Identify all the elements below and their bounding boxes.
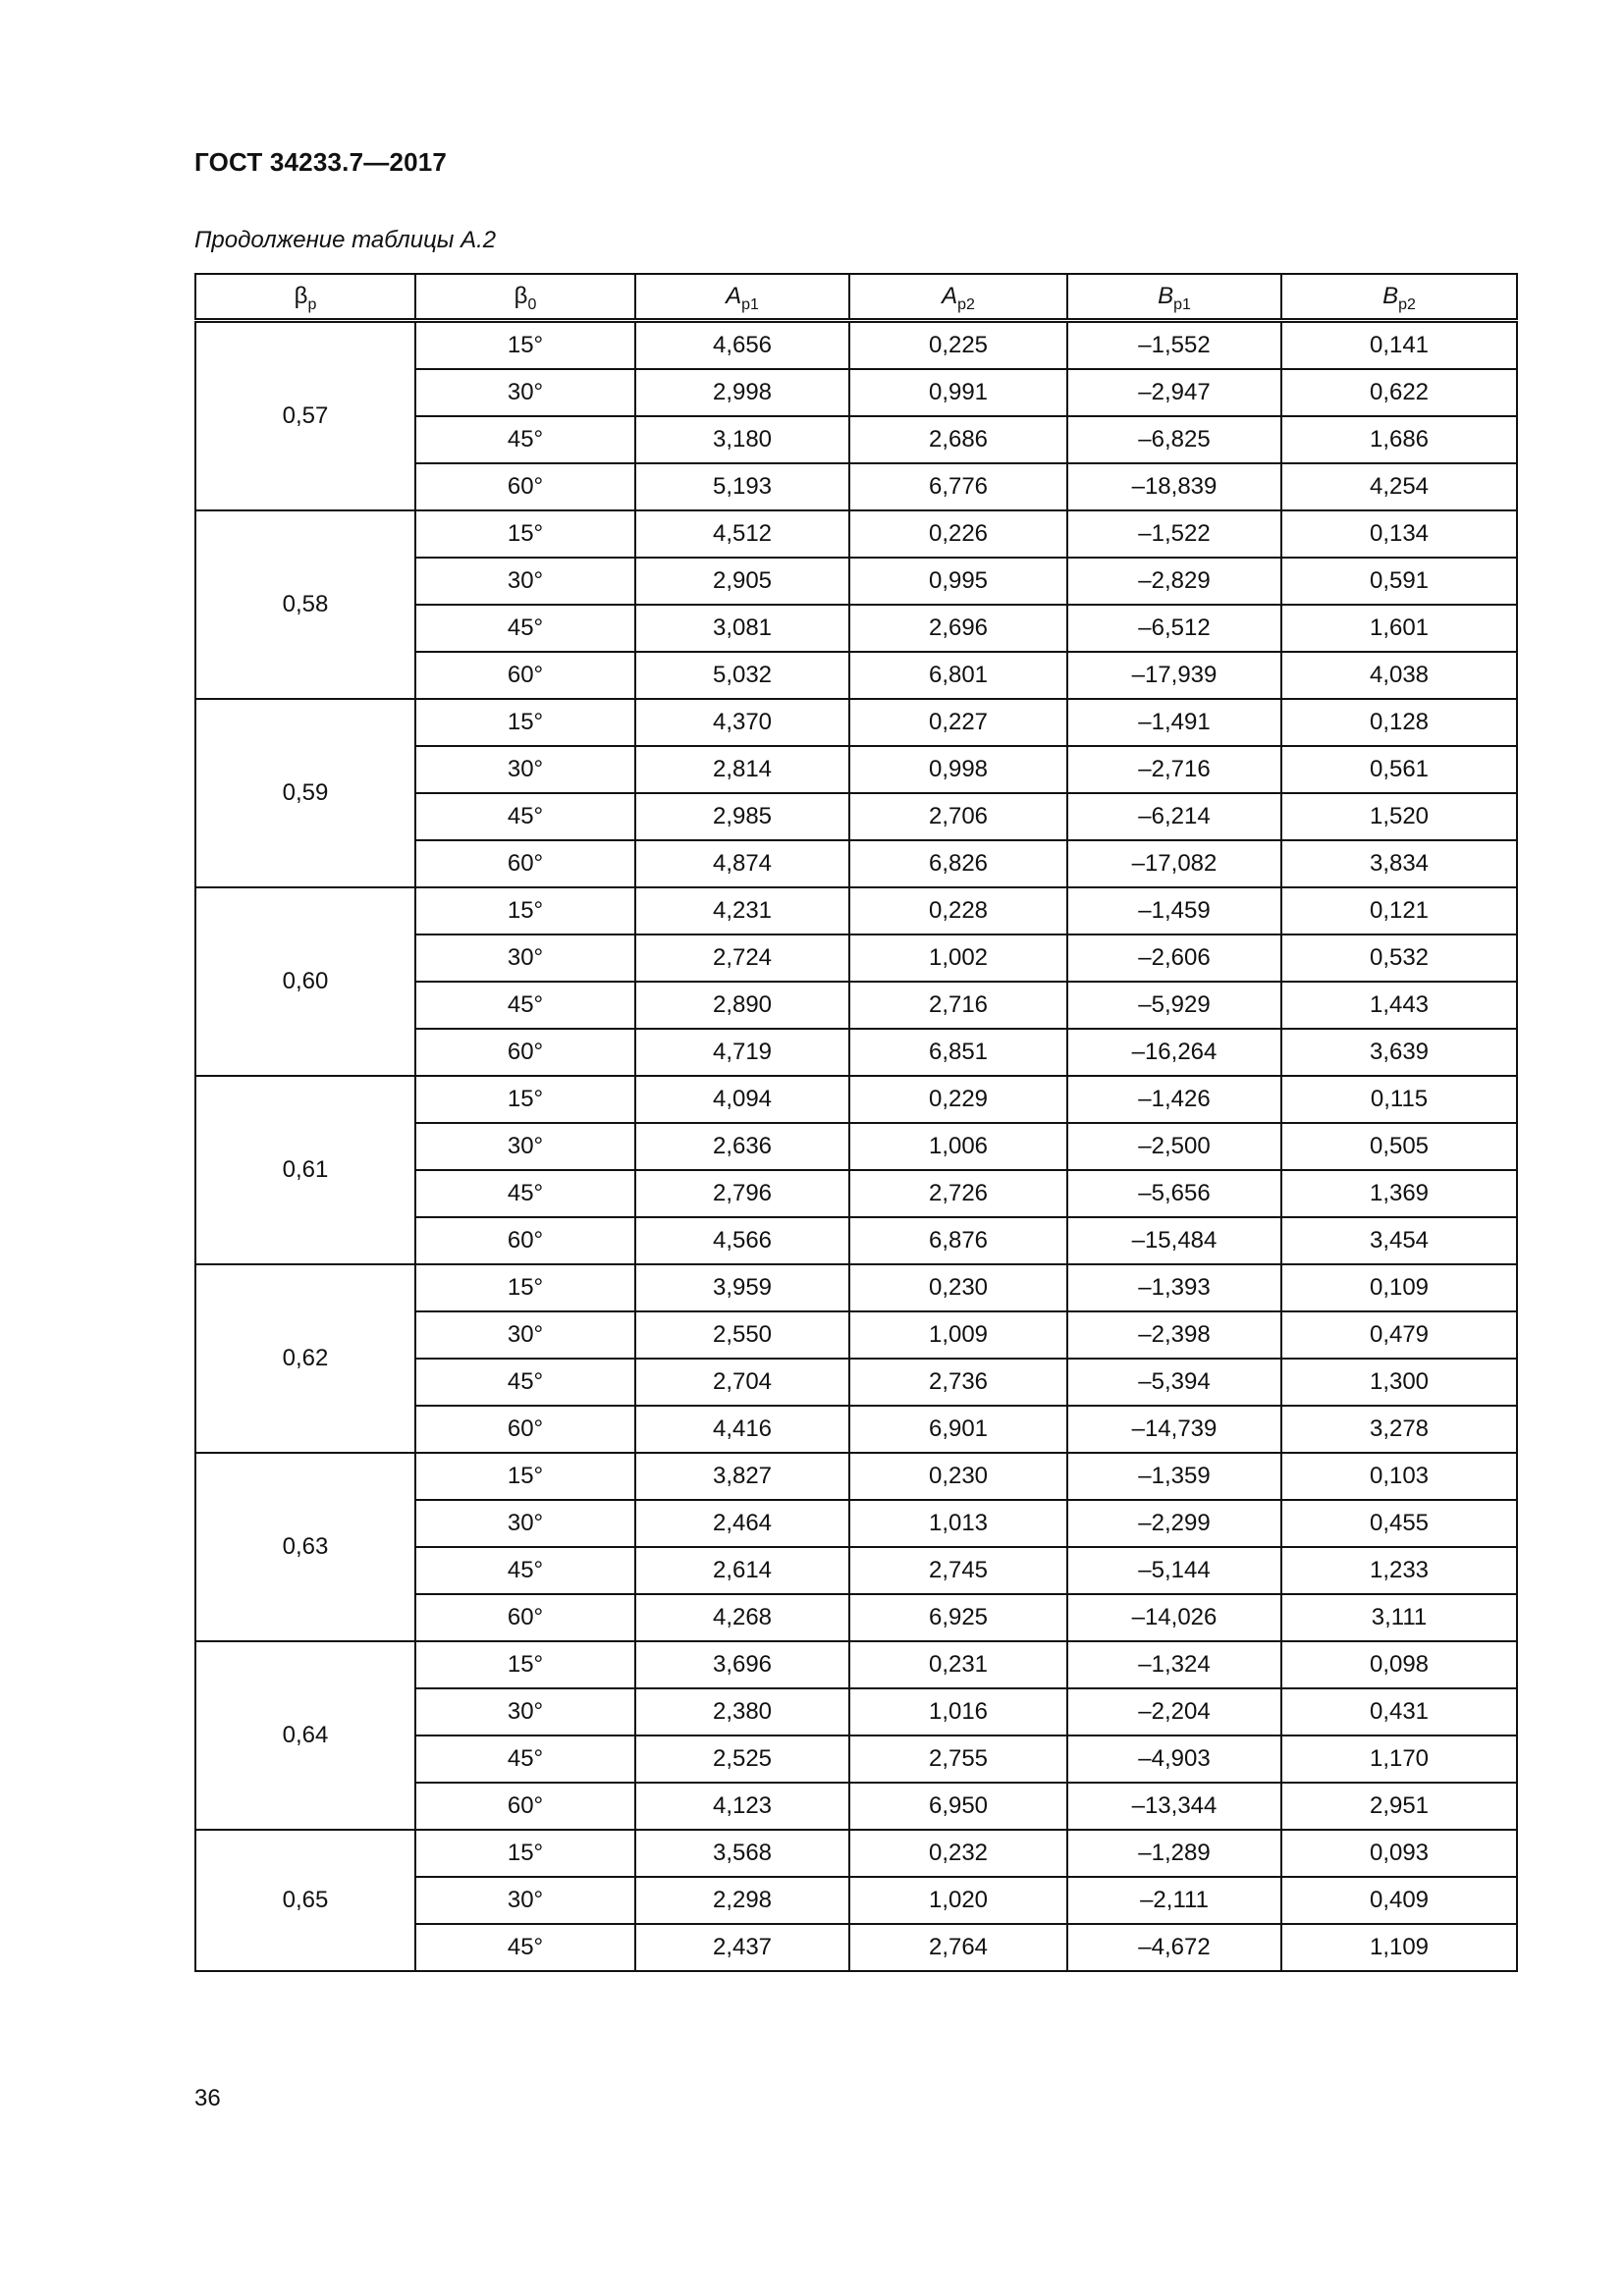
table-cell: 2,704 — [635, 1359, 849, 1406]
table-cell: 0,228 — [849, 887, 1067, 934]
table-row — [195, 510, 1517, 558]
table-cell: 60° — [415, 1029, 635, 1076]
table-cell: 4,656 — [635, 321, 849, 370]
table-cell: –1,552 — [1067, 321, 1281, 370]
table-cell: 45° — [415, 1547, 635, 1594]
table-cell: 2,380 — [635, 1688, 849, 1735]
beta-p-cell: 0,64 — [195, 1641, 415, 1830]
table-cell: –2,716 — [1067, 746, 1281, 793]
table-cell: –2,947 — [1067, 369, 1281, 416]
table-cell: –6,214 — [1067, 793, 1281, 840]
table-cell: 15° — [415, 1076, 635, 1123]
table-cell: 6,826 — [849, 840, 1067, 887]
table-cell: 3,639 — [1281, 1029, 1517, 1076]
table-cell: 4,370 — [635, 699, 849, 746]
beta-p-cell: 0,65 — [195, 1830, 415, 1971]
table-cell: –1,426 — [1067, 1076, 1281, 1123]
table-cell: –2,204 — [1067, 1688, 1281, 1735]
table-cell: 1,170 — [1281, 1735, 1517, 1783]
table-cell: 4,268 — [635, 1594, 849, 1641]
table-cell: 60° — [415, 1406, 635, 1453]
table-cell: 1,020 — [849, 1877, 1067, 1924]
table-cell: –1,359 — [1067, 1453, 1281, 1500]
table-cell: –2,606 — [1067, 934, 1281, 982]
table-cell: 0,225 — [849, 321, 1067, 370]
table-cell: 0,230 — [849, 1453, 1067, 1500]
table-cell: 3,696 — [635, 1641, 849, 1688]
table-cell: 15° — [415, 510, 635, 558]
table-cell: 4,038 — [1281, 652, 1517, 699]
table-cell: 0,103 — [1281, 1453, 1517, 1500]
table-cell: 0,591 — [1281, 558, 1517, 605]
table-cell: 0,479 — [1281, 1311, 1517, 1359]
table-cell: 0,093 — [1281, 1830, 1517, 1877]
table-cell: 0,229 — [849, 1076, 1067, 1123]
table-cell: 1,601 — [1281, 605, 1517, 652]
page-number: 36 — [194, 2085, 221, 2111]
table-cell: 15° — [415, 1641, 635, 1688]
column-header-subscript: р1 — [1173, 296, 1191, 313]
table-cell: 45° — [415, 1924, 635, 1971]
table-cell: –2,398 — [1067, 1311, 1281, 1359]
table-cell: –14,739 — [1067, 1406, 1281, 1453]
table-cell: 15° — [415, 1830, 635, 1877]
column-header-symbol: B — [1382, 283, 1399, 309]
table-body — [195, 321, 1517, 1972]
beta-p-cell: 0,62 — [195, 1264, 415, 1453]
table-cell: 2,985 — [635, 793, 849, 840]
table-cell: 0,232 — [849, 1830, 1067, 1877]
table-cell: 0,227 — [849, 699, 1067, 746]
table-row — [195, 1453, 1517, 1500]
table-cell: –1,459 — [1067, 887, 1281, 934]
table-cell: 0,098 — [1281, 1641, 1517, 1688]
table-cell: 30° — [415, 934, 635, 982]
table-cell: 1,369 — [1281, 1170, 1517, 1217]
beta-p-cell: 0,60 — [195, 887, 415, 1076]
table-cell: 15° — [415, 321, 635, 370]
table-cell: 2,726 — [849, 1170, 1067, 1217]
table-cell: 2,298 — [635, 1877, 849, 1924]
table-cell: 2,716 — [849, 982, 1067, 1029]
table-cell: 2,796 — [635, 1170, 849, 1217]
table-cell: 0,532 — [1281, 934, 1517, 982]
table-cell: 4,123 — [635, 1783, 849, 1830]
column-header-subscript: р2 — [1398, 296, 1416, 313]
table-cell: –14,026 — [1067, 1594, 1281, 1641]
table-cell: 3,081 — [635, 605, 849, 652]
table-cell: 3,111 — [1281, 1594, 1517, 1641]
table-row — [195, 887, 1517, 934]
column-header — [635, 274, 849, 321]
table-cell: 15° — [415, 699, 635, 746]
table-cell: 0,115 — [1281, 1076, 1517, 1123]
table-cell: 4,094 — [635, 1076, 849, 1123]
table-cell: 0,409 — [1281, 1877, 1517, 1924]
table-cell: 3,454 — [1281, 1217, 1517, 1264]
table-cell: 30° — [415, 1311, 635, 1359]
table-cell: 0,231 — [849, 1641, 1067, 1688]
table-cell: 2,764 — [849, 1924, 1067, 1971]
column-header — [849, 274, 1067, 321]
table-cell: 2,814 — [635, 746, 849, 793]
table-cell: 60° — [415, 1783, 635, 1830]
beta-p-cell: 0,63 — [195, 1453, 415, 1641]
column-header-symbol: A — [942, 283, 958, 309]
column-header — [195, 274, 415, 321]
table-cell: 2,696 — [849, 605, 1067, 652]
table-cell: –2,500 — [1067, 1123, 1281, 1170]
table-cell: –17,939 — [1067, 652, 1281, 699]
table-cell: –15,484 — [1067, 1217, 1281, 1264]
table-cell: 5,193 — [635, 463, 849, 510]
table-row — [195, 1830, 1517, 1877]
table-cell: 60° — [415, 652, 635, 699]
table-cell: 6,776 — [849, 463, 1067, 510]
column-header — [1281, 274, 1517, 321]
column-header-subscript: р2 — [957, 296, 975, 313]
table-cell: 6,876 — [849, 1217, 1067, 1264]
table-cell: 6,901 — [849, 1406, 1067, 1453]
table-cell: 45° — [415, 793, 635, 840]
table-cell: –6,512 — [1067, 605, 1281, 652]
column-header — [415, 274, 635, 321]
table-cell: –6,825 — [1067, 416, 1281, 463]
table-cell: 2,905 — [635, 558, 849, 605]
table-cell: –4,672 — [1067, 1924, 1281, 1971]
table-row — [195, 321, 1517, 370]
table-cell: 1,109 — [1281, 1924, 1517, 1971]
table-cell: 0,561 — [1281, 746, 1517, 793]
table-cell: 30° — [415, 1123, 635, 1170]
table-cell: 4,719 — [635, 1029, 849, 1076]
column-header-subscript: р1 — [741, 296, 759, 313]
table-cell: 2,755 — [849, 1735, 1067, 1783]
beta-p-cell: 0,61 — [195, 1076, 415, 1264]
table-cell: 3,568 — [635, 1830, 849, 1877]
table-cell: 0,128 — [1281, 699, 1517, 746]
table-cell: –2,111 — [1067, 1877, 1281, 1924]
table-cell: –5,394 — [1067, 1359, 1281, 1406]
table-cell: 2,614 — [635, 1547, 849, 1594]
table-cell: 2,437 — [635, 1924, 849, 1971]
table-cell: 1,006 — [849, 1123, 1067, 1170]
table-cell: 30° — [415, 1877, 635, 1924]
table-cell: 0,141 — [1281, 321, 1517, 370]
table-cell: –16,264 — [1067, 1029, 1281, 1076]
table-cell: –1,324 — [1067, 1641, 1281, 1688]
table-cell: 45° — [415, 1170, 635, 1217]
beta-p-cell: 0,59 — [195, 699, 415, 887]
table-cell: 4,254 — [1281, 463, 1517, 510]
table-cell: 1,233 — [1281, 1547, 1517, 1594]
table-cell: 30° — [415, 1500, 635, 1547]
table-cell: –2,299 — [1067, 1500, 1281, 1547]
table-cell: 45° — [415, 1359, 635, 1406]
table-cell: 2,736 — [849, 1359, 1067, 1406]
table-cell: 2,724 — [635, 934, 849, 982]
table-cell: 60° — [415, 840, 635, 887]
table-cell: 0,226 — [849, 510, 1067, 558]
column-header-subscript: 0 — [527, 296, 537, 313]
document-code: ГОСТ 34233.7—2017 — [194, 147, 448, 177]
table-cell: 3,827 — [635, 1453, 849, 1500]
table-cell: –17,082 — [1067, 840, 1281, 887]
table-cell: 2,998 — [635, 369, 849, 416]
table-cell: 0,995 — [849, 558, 1067, 605]
column-header-symbol: β — [294, 283, 308, 309]
table-cell: 2,636 — [635, 1123, 849, 1170]
table-row — [195, 1264, 1517, 1311]
table-cell: 0,431 — [1281, 1688, 1517, 1735]
table-cell: –4,903 — [1067, 1735, 1281, 1783]
table-cell: 1,686 — [1281, 416, 1517, 463]
table-cell: 0,505 — [1281, 1123, 1517, 1170]
table-cell: 0,622 — [1281, 369, 1517, 416]
table-cell: –5,144 — [1067, 1547, 1281, 1594]
table-cell: 0,998 — [849, 746, 1067, 793]
table-cell: –13,344 — [1067, 1783, 1281, 1830]
table-cell: 5,032 — [635, 652, 849, 699]
table-cell: 2,745 — [849, 1547, 1067, 1594]
column-header-symbol: β — [514, 283, 528, 309]
table-cell: 45° — [415, 982, 635, 1029]
table-cell: 45° — [415, 605, 635, 652]
table-cell: 3,834 — [1281, 840, 1517, 887]
data-table — [194, 273, 1518, 1972]
table-cell: 1,016 — [849, 1688, 1067, 1735]
table-cell: 30° — [415, 1688, 635, 1735]
table-row — [195, 1076, 1517, 1123]
table-cell: 1,300 — [1281, 1359, 1517, 1406]
table-cell: –1,491 — [1067, 699, 1281, 746]
table-cell: 60° — [415, 463, 635, 510]
table-cell: 2,706 — [849, 793, 1067, 840]
table-cell: –5,929 — [1067, 982, 1281, 1029]
table-caption: Продолжение таблицы А.2 — [194, 227, 497, 253]
table-cell: 15° — [415, 1264, 635, 1311]
table-cell: 0,109 — [1281, 1264, 1517, 1311]
beta-p-cell: 0,58 — [195, 510, 415, 699]
table-cell: –1,393 — [1067, 1264, 1281, 1311]
table-row — [195, 699, 1517, 746]
column-header-subscript: р — [307, 296, 317, 313]
table-cell: 3,278 — [1281, 1406, 1517, 1453]
column-header-symbol: A — [726, 283, 742, 309]
column-header-symbol: B — [1158, 283, 1174, 309]
table-cell: 45° — [415, 1735, 635, 1783]
table-cell: 0,230 — [849, 1264, 1067, 1311]
table-cell: 6,925 — [849, 1594, 1067, 1641]
table-cell: 45° — [415, 416, 635, 463]
table-cell: 0,455 — [1281, 1500, 1517, 1547]
table-cell: 1,002 — [849, 934, 1067, 982]
table-cell: 2,686 — [849, 416, 1067, 463]
table-cell: 1,520 — [1281, 793, 1517, 840]
table-cell: 3,959 — [635, 1264, 849, 1311]
table-cell: 4,231 — [635, 887, 849, 934]
table-cell: 30° — [415, 558, 635, 605]
table-cell: 2,464 — [635, 1500, 849, 1547]
table-cell: 60° — [415, 1217, 635, 1264]
table-cell: 2,550 — [635, 1311, 849, 1359]
column-header — [1067, 274, 1281, 321]
table-cell: 0,991 — [849, 369, 1067, 416]
table-cell: –1,289 — [1067, 1830, 1281, 1877]
table-cell: 6,950 — [849, 1783, 1067, 1830]
table-cell: 15° — [415, 1453, 635, 1500]
table-cell: –2,829 — [1067, 558, 1281, 605]
table-cell: 2,890 — [635, 982, 849, 1029]
table-cell: 1,009 — [849, 1311, 1067, 1359]
table-cell: 15° — [415, 887, 635, 934]
table-cell: 4,566 — [635, 1217, 849, 1264]
table-cell: 1,013 — [849, 1500, 1067, 1547]
table-cell: 2,951 — [1281, 1783, 1517, 1830]
table-cell: 0,134 — [1281, 510, 1517, 558]
table-cell: 4,416 — [635, 1406, 849, 1453]
table-cell: 30° — [415, 746, 635, 793]
table-cell: 0,121 — [1281, 887, 1517, 934]
table-cell: 4,874 — [635, 840, 849, 887]
table-cell: 6,851 — [849, 1029, 1067, 1076]
table-cell: 30° — [415, 369, 635, 416]
table-cell: 3,180 — [635, 416, 849, 463]
table-cell: 4,512 — [635, 510, 849, 558]
table-header-row — [195, 274, 1517, 321]
table-cell: –1,522 — [1067, 510, 1281, 558]
table-cell: –5,656 — [1067, 1170, 1281, 1217]
table-cell: 60° — [415, 1594, 635, 1641]
table-cell: 2,525 — [635, 1735, 849, 1783]
table-cell: 6,801 — [849, 652, 1067, 699]
beta-p-cell: 0,57 — [195, 321, 415, 511]
table-row — [195, 1641, 1517, 1688]
table-cell: –18,839 — [1067, 463, 1281, 510]
table-cell: 1,443 — [1281, 982, 1517, 1029]
